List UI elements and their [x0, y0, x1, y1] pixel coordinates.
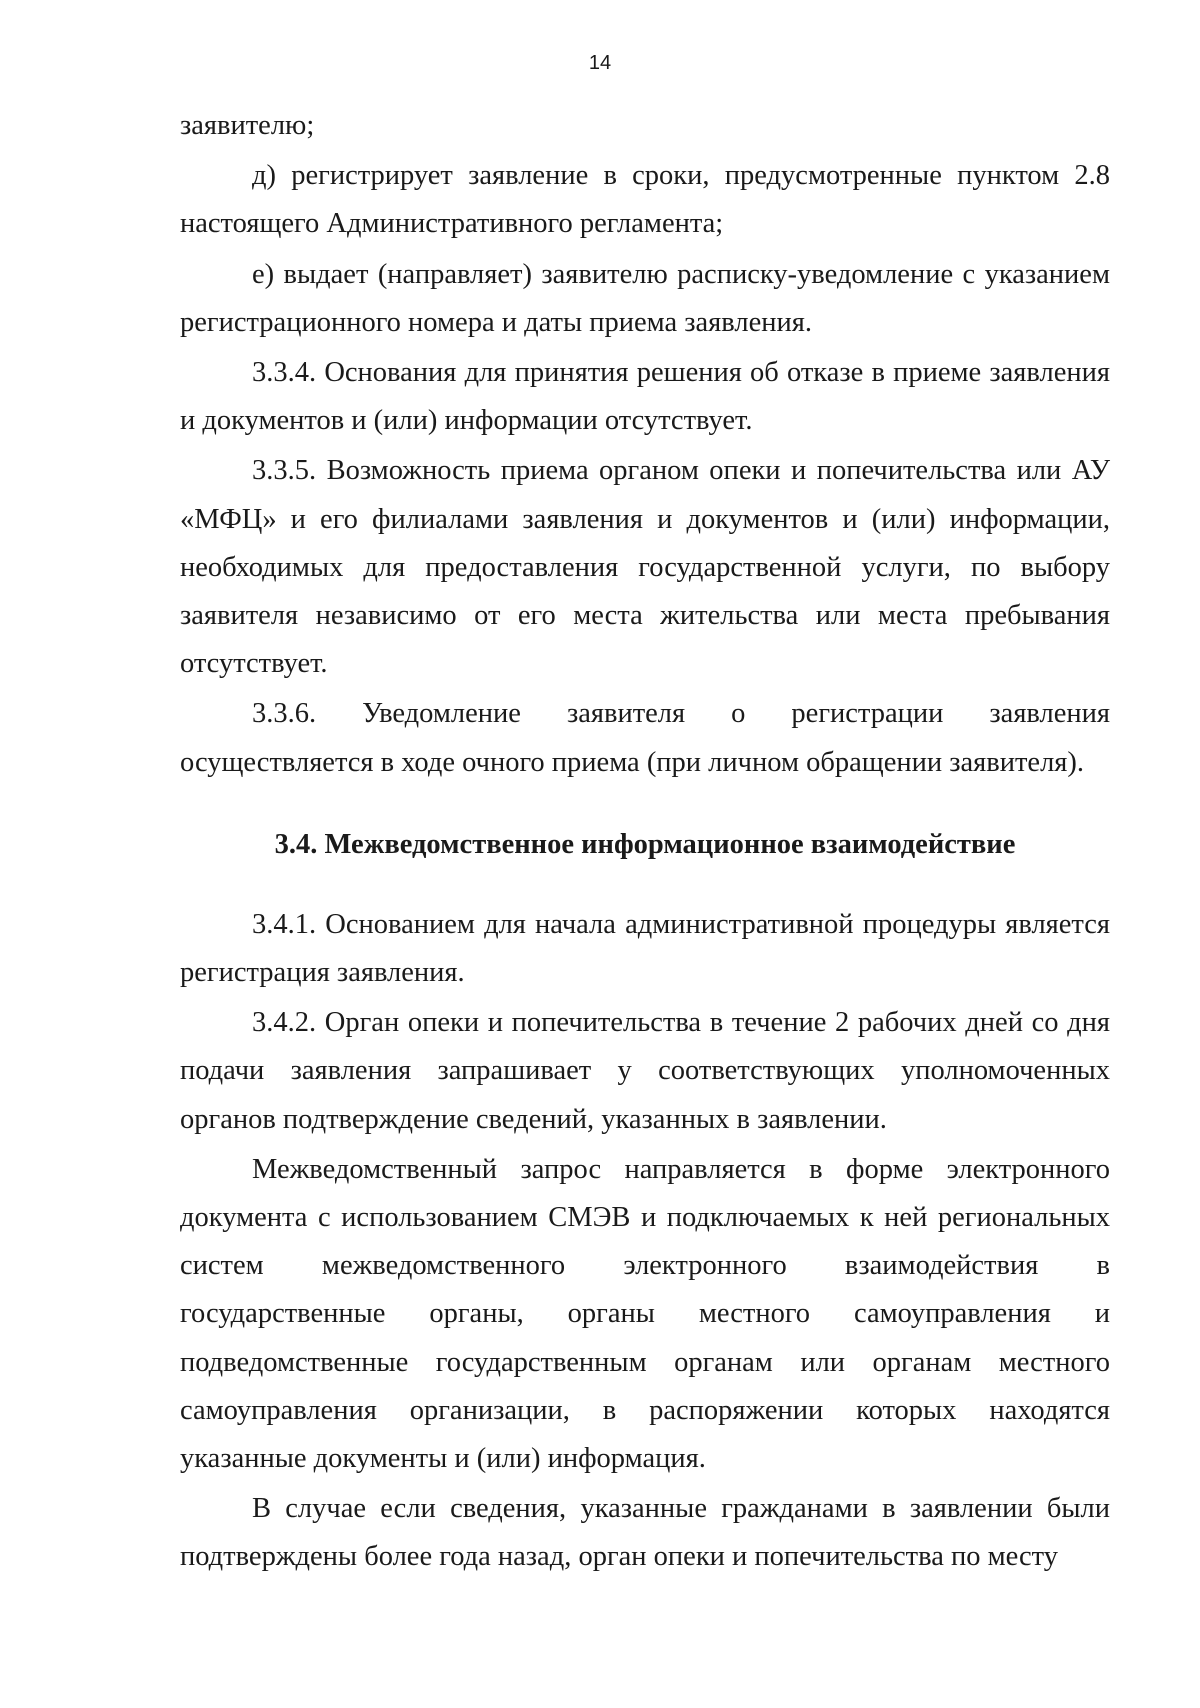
paragraph-3-4-1: 3.4.1. Основанием для начала административной процедуры является регистрация заявления.: [180, 908, 1110, 989]
paragraph-3-4-2: 3.4.2. Орган опеки и попечительства в течение 2 рабочих дней со дня подачи заявления запрашивает у соответствующих уполномоченных органов подтверждение сведений, указанных в заявлении.: [180, 1007, 1110, 1135]
section-heading: 3.4. Межведомственное информационное взаимодействие: [274, 828, 1016, 860]
paragraph-item-e: е) выдает (направляет) заявителю расписку-уведомление с указанием регистрационного номера и даты приема заявления.: [180, 258, 1110, 338]
paragraph-3-3-5: 3.3.5. Возможность приема органом опеки и попечительства или АУ «МФЦ» и его филиалами заявления и документов и (или) информации, необходимых для предоставления государственной услуги, по выбору заявителя независимо от его места жительства или места пребывания отсутствует.: [180, 455, 1110, 680]
paragraph-interagency-request: Межведомственный запрос направляется в форме электронного документа с использованием СМЭВ и подключаемых к ней региональных систем межведомственного электронного взаимодействия в государственные органы, органы местного самоуправления и подведомственные государственным органам или органам местного самоуправления организации, в распоряжении которых находятся указанные документы и (или) информация.: [180, 1153, 1110, 1475]
document-body: [180, 102, 1110, 1582]
page-number: 14: [588, 52, 612, 74]
paragraph-continuation: заявителю;: [180, 110, 315, 141]
paragraph-verification-case: В случае если сведения, указанные гражданами в заявлении были подтверждены более года назад, орган опеки и попечительства по месту: [180, 1493, 1110, 1573]
paragraph-item-d: д) регистрирует заявление в сроки, предусмотренные пунктом 2.8 настоящего Административного регламента;: [180, 160, 1110, 240]
paragraph-3-3-4: 3.3.4. Основания для принятия решения об отказе в приеме заявления и документов и (или) информации отсутствует.: [180, 357, 1110, 437]
paragraph-3-3-6: 3.3.6. Уведомление заявителя о регистрации заявления осуществляется в ходе очного приема (при личном обращении заявителя).: [180, 698, 1110, 778]
